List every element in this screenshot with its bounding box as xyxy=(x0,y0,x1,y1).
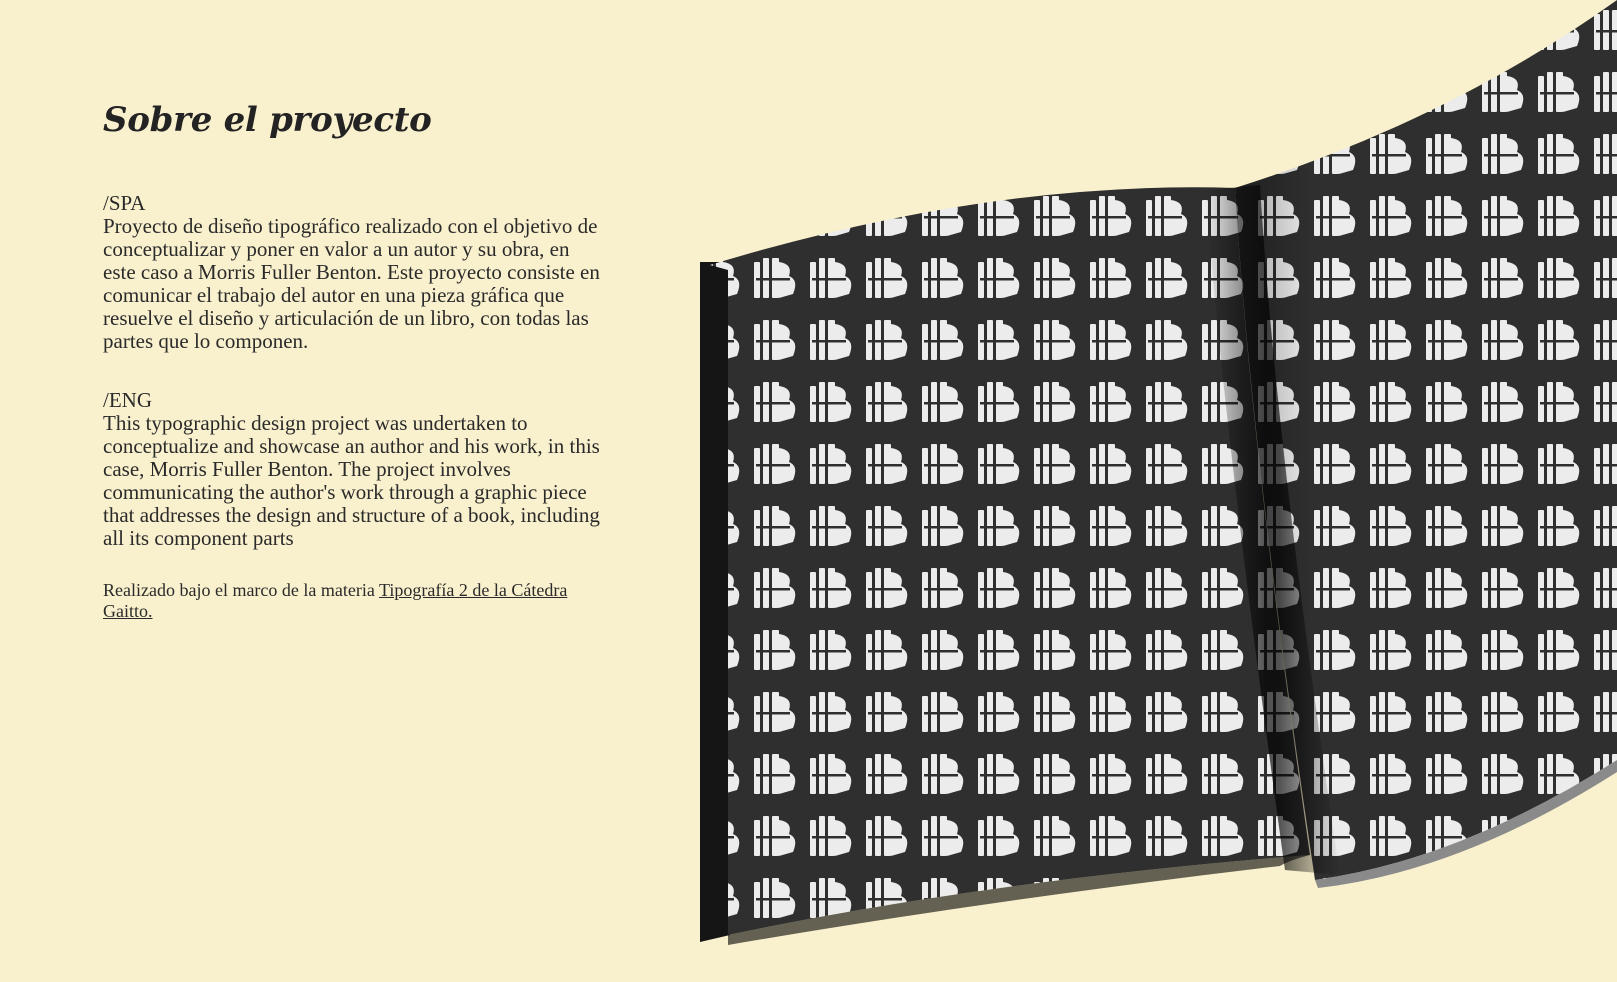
spa-label: /SPA xyxy=(103,191,146,215)
spa-description: Proyecto de diseño tipográfico realizado con el objetivo de conceptualizar y poner en valor a un autor y su obra, en este caso a Morris Fuller Benton. Este proyecto consiste en comunicar el trabajo del autor en una pieza gráfica que resuelve el diseño y articulación de un libro, con todas las partes que lo componen. xyxy=(103,214,600,353)
about-section xyxy=(103,92,623,622)
credit-prefix: Realizado bajo el marco de la materia xyxy=(103,580,380,600)
course-link[interactable]: Tipografía 2 de la Cátedra Gaitto. xyxy=(103,580,568,621)
credit-note xyxy=(103,580,603,622)
book-illustration xyxy=(690,0,1617,982)
english-section xyxy=(103,389,623,550)
page-title: Sobre el proyecto xyxy=(103,100,432,140)
eng-label: /ENG xyxy=(103,388,152,412)
eng-description: This typographic design project was undertaken to conceptualize and showcase an author and his work, in this case, Morris Fuller Benton. The project involves communicating the author's work through a graphic piece that addresses the design and structure of a book, including all its component parts xyxy=(103,411,600,550)
spanish-section xyxy=(103,192,623,353)
book-mockup-image xyxy=(690,0,1617,982)
